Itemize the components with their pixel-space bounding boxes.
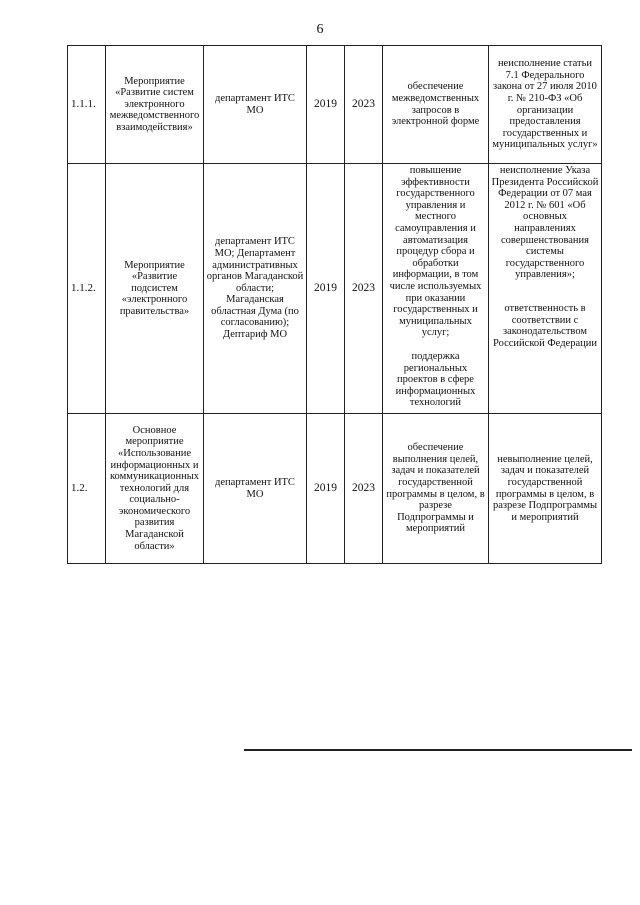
consequence: неисполнение статьи 7.1 Федерального закона от 27 июля 2010 г. № 210-ФЗ «Об организации предоставления государственных и муниципальных услуг» [489,46,602,164]
page-number: 6 [316,22,324,37]
row-number: 1.2. [68,414,106,564]
program-activities-table [67,45,602,564]
activity-name: Основное мероприятие «Использование информационных и коммуникационных технологий для социально-экономического развития Магаданской области» [106,414,204,564]
expected-result [383,164,489,414]
year-start: 2019 [307,164,345,414]
executor: департамент ИТС МО [204,414,307,564]
table-row [68,414,602,564]
executor: департамент ИТС МО; Департамент административных органов Магаданской области; Магаданская областная Дума (по согласованию); Дептариф МО [204,164,307,414]
year-end: 2023 [345,414,383,564]
activity-name: Мероприятие «Развитие систем электронного межведомственного взаимодействия» [106,46,204,164]
executor: департамент ИТС МО [204,46,307,164]
expected-result: обеспечение выполнения целей, задач и показателей государственной программы в целом, в разрезе Подпрограммы и мероприятий [383,414,489,564]
closing-rule [244,749,632,751]
year-end: 2023 [345,164,383,414]
expected-result-part: поддержка региональных проектов в сфере информационных технологий [395,350,476,409]
table-row [68,164,602,414]
consequence [489,164,602,414]
consequence: невыполнение целей, задач и показателей государственной программы в целом, в разрезе Подпрограммы и мероприятий [489,414,602,564]
expected-result: обеспечение межведомственных запросов в электронной форме [383,46,489,164]
consequence-part: неисполнение Указа Президента Российской Федерации от 07 мая 2012 г. № 601 «Об основных направлениях совершенствования системы государственного управления»; [491,165,599,281]
year-start: 2019 [307,46,345,164]
row-number: 1.1.1. [68,46,106,164]
row-number: 1.1.2. [68,164,106,414]
activity-name: Мероприятие «Развитие подсистем «электронного правительства» [106,164,204,414]
consequence-part: ответственность в соответствии с законодательством Российской Федерации [493,302,597,349]
table-row [68,46,602,164]
year-start: 2019 [307,414,345,564]
year-end: 2023 [345,46,383,164]
expected-result-part: повышение эффективности государственного управления и местного самоуправления и автоматизация процедур сбора и обработки информации, в том числе используемых при оказании государственных и муниципальных услуг; [389,165,482,339]
